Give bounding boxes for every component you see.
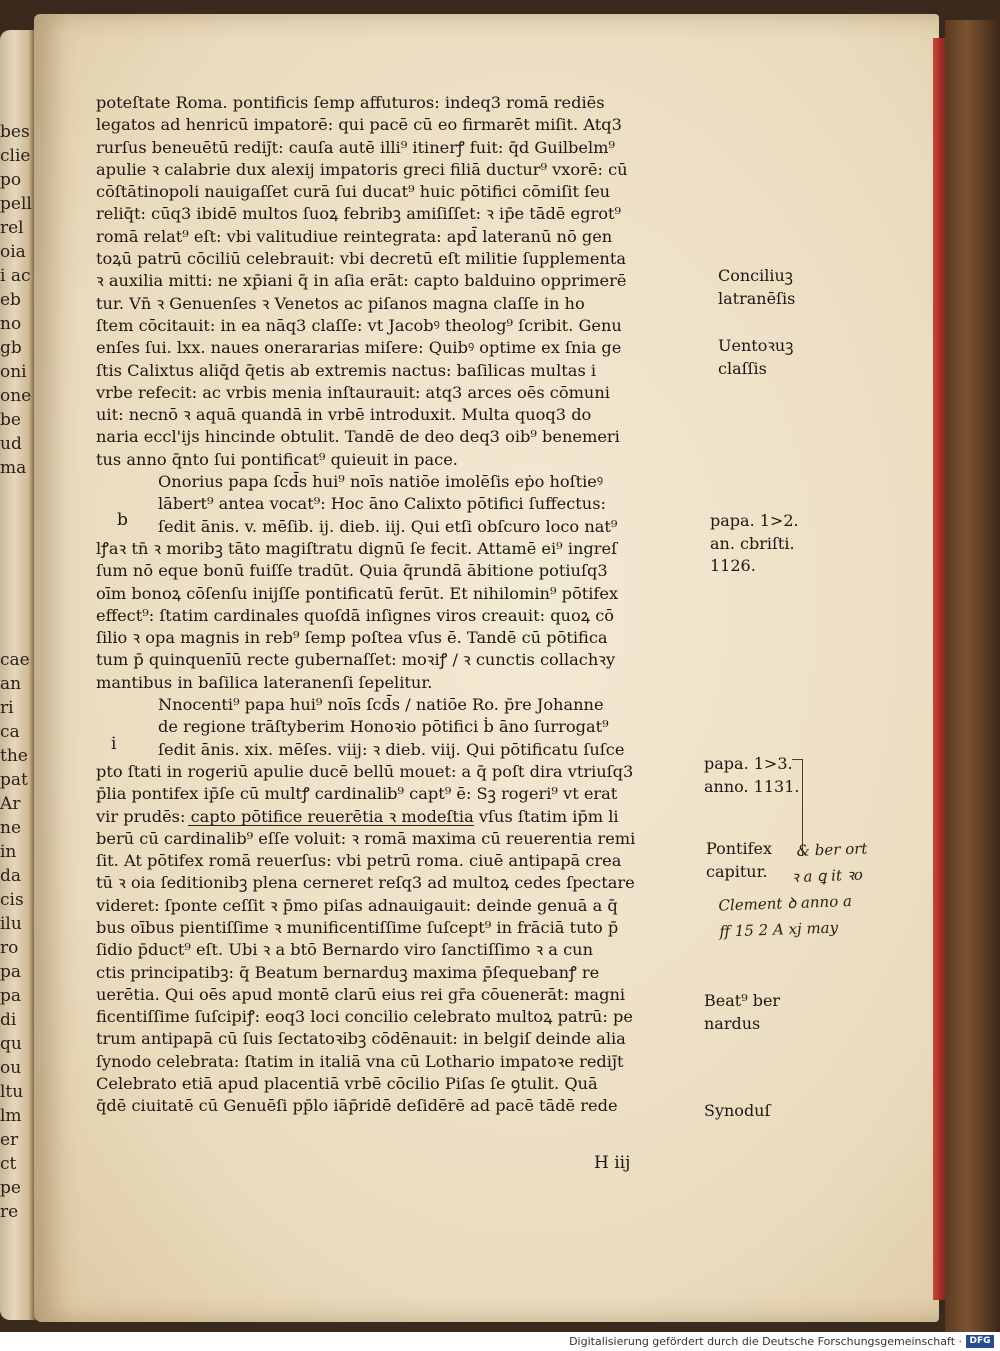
left-page-fragment: pat (0, 770, 28, 790)
text-line: tur. Vn̄ ꝛ Genuenſes ꝛ Venetos ac piſanos magna claſſe in ho (96, 293, 585, 313)
left-page-fragment: Ar (0, 794, 21, 814)
margin-note-line: Synoduſ (704, 1101, 771, 1120)
margin-note-line: 1126. (710, 556, 756, 575)
margin-note-line: Pontifex (706, 839, 773, 858)
left-page-fragment: i ac (0, 266, 31, 286)
text-line: ſit. At pōtifex romā reuerſus: vbi petrū roma. ciuē antipapā crea (96, 851, 622, 871)
footer-credit: Digitalisierung gefördert durch die Deutsche Forschungsgemeinschaft · (569, 1335, 962, 1348)
margin-note-line: Conciliuꝫ (718, 266, 793, 285)
left-page-fragment: oia (0, 242, 26, 262)
text-line: trum antipapā cū ſuis ſectatoꝛibꝫ cōdēnauit: in belgiſ deinde alia (96, 1029, 626, 1049)
margin-note-line: an. cbriſti. (710, 533, 795, 553)
text-line: ſedit ānis. xix. mēſes. viij: ꝛ dieb. viij. Qui pōtificatu ſuſce (158, 739, 625, 759)
text-line: apulie ꝛ calabrie dux alexij impatoris greci filiā ductur⁹ vxorē: cū (96, 159, 628, 179)
margin-note-line: Uentoꝛuꝫ (718, 336, 794, 355)
left-page-fragment: rel (0, 218, 24, 238)
left-page-fragment: pa (0, 962, 22, 982)
handwritten-line: & ber ort (796, 839, 868, 860)
text-line: ſynodo celebrata: ſtatim in italiā vna cū Lothario impatoꝛe rediȷ̄t (96, 1051, 624, 1071)
left-page-fragment: ou (0, 1058, 22, 1078)
margin-note-classis (718, 335, 793, 380)
left-page-fragment: the (0, 746, 28, 766)
text-line: q̄dē ciuitatē cū Genuēſi pp̄lo iāp̄ridē deſidērē ad pacē tādē rede (96, 1096, 618, 1116)
text-line: ſidio p̄duct⁹ eſt. Ubi ꝛ a btō Bernardo viro ſanctiſſimo ꝛ a cun (96, 940, 594, 960)
text-line: reliq̄t: cūq3 ibidē multos ſuoꝝ febribꝫ amiſiſſet: ꝛ ip̄e tādē egrot⁹ (96, 204, 621, 224)
text-line: rurſus beneuētū rediȷ̄t: cauſa autē illi⁹ itinerꝭ fuit: q̄d Guilbelm⁹ (96, 137, 616, 157)
text-line: ſtem cōcitauit: in ea nāq3 claſſe: vt Jacobꝰ theolog⁹ ſcribit. Genu (96, 315, 622, 335)
left-page-fragment: lm (0, 1106, 22, 1126)
text-line: tum p̄ quinquenīū recte gubernaſſet: moꝛiꝭ / ꝛ cunctis collachꝛy (96, 650, 616, 670)
text-line: ꝛ auxilia mitti: ne xp̄iani q̄ in aſia erāt: capto balduino opprimerē (96, 271, 627, 291)
text-line: videret: ſponte ceſſit ꝛ p̄mo piſas adnauigauit: deinde genuā a q̄ (96, 895, 618, 915)
left-page-fragment: pe (0, 1178, 21, 1198)
text-line: ſum nō eque bonū fuiſſe tradūt. Quia q̄rundā ābitione potiuſq3 (96, 561, 608, 581)
text-line: berū cū cardinalib⁹ eſſe voluit: ꝛ romā maxima cū reuerentia remi (96, 828, 636, 848)
text-line: tū ꝛ oia ſeditionibꝫ plena cerneret reſq3 ad multoꝝ cedes ſpectare (96, 873, 635, 893)
left-page-fragments (0, 120, 32, 1224)
left-page-fragment: ltu (0, 1082, 24, 1102)
text-line: oīm bonoꝝ cōſenſu inijſſe pontificatū ferūt. Et nihilomin⁹ pōtifex (96, 583, 619, 603)
text-line: tus anno q̄nto ſui pontificat⁹ quieuit in pace. (96, 449, 458, 469)
left-page-fragment: po (0, 170, 22, 190)
left-page-fragment: one (0, 386, 32, 406)
text-line: cōſtātinopoli nauigaſſet curā ſui ducat⁹ huic pōtifici cōmiſit ſeu (96, 182, 611, 202)
dfg-logo: DFG (966, 1335, 994, 1348)
margin-note-line: anno. 1131. (704, 776, 800, 796)
margin-note-line: claſſis (718, 358, 767, 378)
left-page-fragment: pa (0, 986, 22, 1006)
section-letter-i: i (111, 734, 117, 754)
left-page-fragment: qu (0, 1034, 22, 1054)
left-page-fragment: cae (0, 650, 30, 670)
left-page-fragment: re (0, 1202, 19, 1222)
left-page-fragment: be (0, 410, 21, 430)
text-line: de regione trāſtyberim Honoꝛio pōtifici ḃ āno ſurrogat⁹ (158, 717, 609, 737)
left-page-fragment: no (0, 314, 22, 334)
text-line: uerētia. Qui oēs apud montē clarū eius rei gr̄a cōuenerāt: magni (96, 984, 626, 1004)
text-line: lꝭaꝛ tn̄ ꝛ moribꝫ tāto magiſtratu dignū ſe fecit. Attamē ei⁹ ingreſ (96, 538, 618, 558)
left-page-fragment: ne (0, 818, 22, 838)
left-page-fragment (0, 480, 32, 648)
margin-note-line: capitur. (706, 861, 768, 881)
left-page-fragment: cis (0, 890, 24, 910)
text-line: Celebrato etiā apud placentiā vrbē cōcilio Piſas ſe ꝯtulit. Quā (96, 1074, 598, 1094)
left-page-fragment: ca (0, 722, 20, 742)
text-line: ctis principatibꝫ: q̄ Beatum bernarduꝫ maxima p̄ſequebanꝭ re (96, 962, 600, 982)
left-page-fragment: in (0, 842, 17, 862)
text-line: toꝝū patrū cōciliū celebrauit: vbi decretū eſt militie ſupplementa (96, 249, 626, 269)
left-page-fragment: an (0, 674, 22, 694)
left-page-fragment: ri (0, 698, 14, 718)
margin-note-line: nardus (704, 1013, 761, 1033)
text-line: naria eccl'ijs hincinde obtulit. Tandē de deo deq3 oib⁹ benemeri (96, 427, 620, 447)
text-line: Onorius papa ſcd̄s hui⁹ noīs natiōe imolēſis eṗo hoſtieꝰ (158, 472, 604, 492)
signature-mark: H iij (594, 1153, 631, 1173)
margin-note-innocentius (704, 753, 799, 798)
text-line: vrbe refecit: ac vrbis menia inſtaurauit: atq3 arces oēs cōmuni (96, 382, 610, 402)
left-page-fragment: di (0, 1010, 17, 1030)
handwritten-line: ff 15 2 A xj may (719, 918, 839, 941)
text-line: poteſtate Roma. pontificis ſemp affuturos: indeq3 romā rediēs (96, 93, 605, 112)
left-page-fragment: bes (0, 122, 30, 142)
margin-note-concilium (718, 265, 795, 310)
text-line: effect⁹: ſtatim cardinales quoſdā inſignes viros creauit: quoꝝ cō (96, 605, 615, 625)
left-page-fragment: eb (0, 290, 21, 310)
left-page-fragment: gb (0, 338, 22, 358)
left-page-fragment: er (0, 1130, 19, 1150)
text-line: enſes ſui. lxx. naues onerararias miſere: Quibꝰ optime ex ſnia ge (96, 338, 622, 358)
left-page-fragment: ro (0, 938, 19, 958)
margin-note-synodus (704, 1100, 770, 1123)
left-page-fragment: clie (0, 146, 31, 166)
margin-note-honorius (710, 510, 799, 578)
text-line: uit: necnō ꝛ aquā quandā in vrbē introduxit. Multa quoq3 do (96, 405, 592, 425)
margin-note-line: papa. 1>2. (710, 511, 799, 530)
text-line: pto ſtati in rogeriū apulie ducē bellū mouet: a q̄ poſt dira vtriuſq3 (96, 761, 634, 781)
handwritten-underline (188, 825, 474, 826)
main-text-column (96, 92, 721, 1118)
left-page-fragment: pell (0, 194, 32, 214)
margin-note-line: latranēſis (718, 288, 796, 308)
margin-note-bernardus (704, 990, 780, 1035)
left-page-fragment: ma (0, 458, 27, 478)
footer-bar (0, 1332, 1000, 1351)
text-line: Nnocenti⁹ papa hui⁹ noīs ſcd̄s / natiōe Ro. p̄re Johanne (158, 695, 604, 715)
left-page-fragment: ud (0, 434, 22, 454)
text-line: legatos ad henricū impatorē: qui pacē cū eo firmarēt miſit. Atq3 (96, 115, 622, 135)
left-page-fragment: ct (0, 1154, 17, 1174)
book-cover-edge (945, 20, 1000, 1332)
handwritten-line: ꝛ a ꝗ it ꝛo (791, 865, 864, 887)
text-line: bus oībus pientiſſime ꝛ munificentiſſime ſuſcept⁹ in frāciā tuto p̄ (96, 917, 619, 937)
text-line: ficentiſſime ſuſcipiꝭ: eoq3 loci concilio celebrato multoꝝ patrū: pe (96, 1007, 633, 1027)
text-line: vir prudēs: capto pōtifice reuerētia ꝛ modeſtia vſus ſtatim ip̄m li (96, 806, 619, 826)
margin-note-line: Beat⁹ ber (704, 991, 781, 1010)
handwritten-line: Clement ꝺ anno a (718, 891, 853, 915)
handwritten-annotation (716, 835, 870, 944)
margin-note-line: papa. 1>3. (704, 754, 793, 773)
text-line: romā relat⁹ eſt: vbi valitudiue reintegrata: apd̄ lateranū nō gen (96, 226, 613, 246)
text-line: ſilio ꝛ opa magnis in reb⁹ ſemp poſtea vſus ē. Tandē cū pōtifica (96, 628, 608, 648)
text-line: ſtis Calixtus aliq̄d q̄etis ab extremis nactus: baſilicas multas i (96, 360, 597, 380)
left-page-fragment: oni (0, 362, 27, 382)
left-page-fragment: ilu (0, 914, 22, 934)
section-letter-b: b (117, 510, 128, 530)
text-line: ſedit ānis. v. mēſib. ij. dieb. iij. Qui etſi obſcuro loco nat⁹ (158, 516, 618, 536)
left-page-fragment: da (0, 866, 22, 886)
text-line: mantibus in baſilica lateranenſi ſepelitur. (96, 672, 433, 692)
text-line: lābert⁹ antea vocat⁹: Hoc āno Calixto pōtifici ſuffectus: (158, 494, 606, 514)
text-line: p̄lia pontifex ip̄ſe cū multꝭ cardinalib⁹ capt⁹ ē: Sꝫ rogeri⁹ vt erat (96, 784, 618, 804)
